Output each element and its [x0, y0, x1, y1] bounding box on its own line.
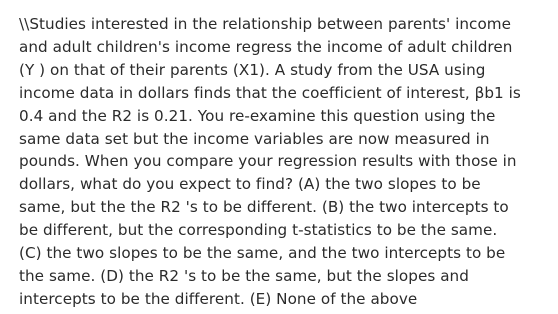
- question-line: (C) the two slopes to be the same, and the two intercepts to be: [19, 244, 506, 263]
- question-line: the same. (D) the R2 's to be the same, but the slopes and: [19, 266, 469, 285]
- question-line: (Y ) on that of their parents (X1). A study from the USA using: [19, 60, 486, 79]
- question-line: same, but the the R2 's to be different. (B) the two intercepts to: [19, 198, 509, 217]
- question-line: pounds. When you compare your regression results with those in: [19, 152, 517, 171]
- question-text: [19, 13, 549, 311]
- question-line: dollars, what do you expect to find? (A) the two slopes to be: [19, 175, 481, 194]
- question-line: income data in dollars finds that the coefficient of interest, βb1 is: [19, 83, 521, 102]
- question-line: be different, but the corresponding t-statistics to be the same.: [19, 221, 498, 240]
- question-line: intercepts to be the different. (E) None of the above: [19, 289, 418, 308]
- question-line: \\Studies interested in the relationship between parents' income: [19, 15, 512, 33]
- question-line: and adult children's income regress the income of adult children: [19, 37, 513, 56]
- question-line: same data set but the income variables are now measured in: [19, 129, 490, 148]
- question-line: 0.4 and the R2 is 0.21. You re-examine this question using the: [19, 106, 496, 125]
